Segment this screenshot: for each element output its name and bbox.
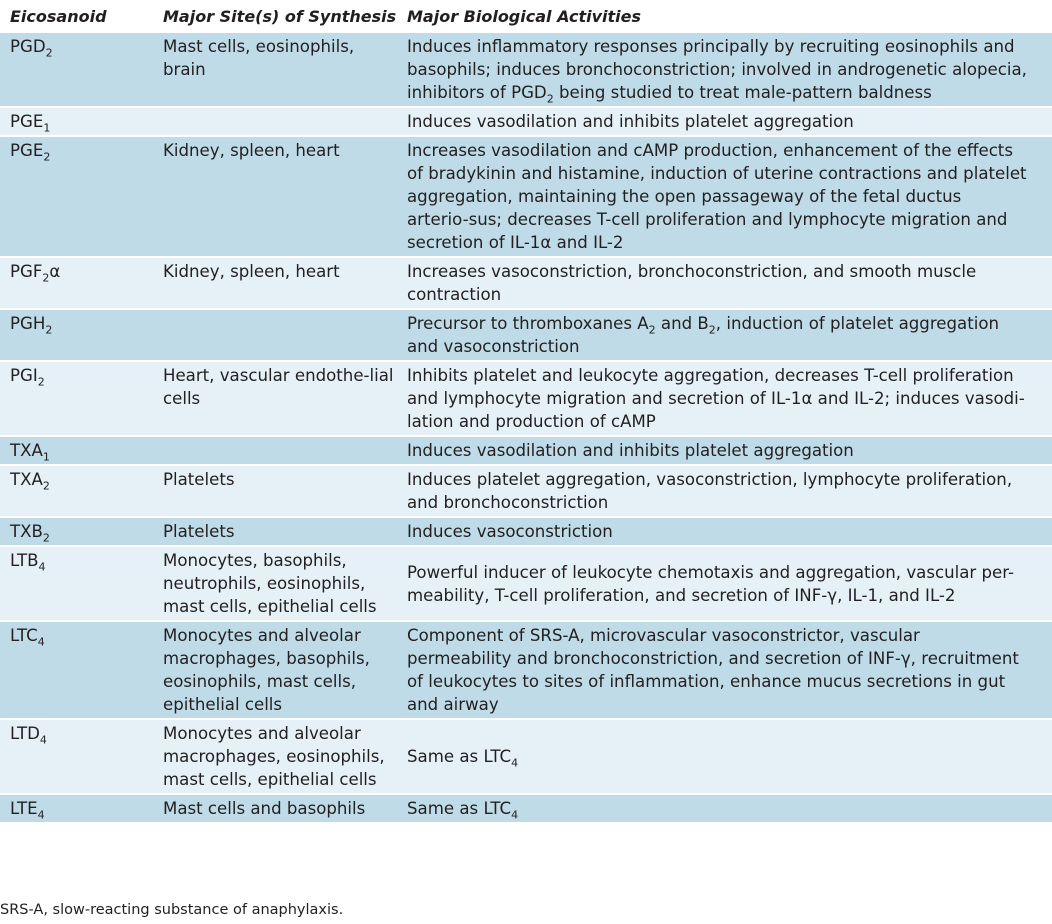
activity-cell: Induces vasoconstriction: [401, 517, 1052, 546]
table-row: [0, 517, 1052, 546]
table-row: [0, 794, 1052, 823]
activity-cell: Induces vasodilation and inhibits platelet aggregation: [401, 436, 1052, 465]
activity-cell: Powerful inducer of leukocyte chemotaxis and aggregation, vascular per-meability, T-cell proliferation, and secretion of INF-γ, IL-1, and IL-2: [401, 546, 1052, 621]
table-row: [0, 465, 1052, 517]
site-cell: [157, 309, 401, 361]
table-row: [0, 719, 1052, 794]
table-row: [0, 546, 1052, 621]
eicosanoid-cell: $PGD_2$: [0, 33, 157, 107]
eicosanoid-cell: $TXA_2$: [0, 465, 157, 517]
header-site: Major Site(s) of Synthesis: [157, 0, 401, 33]
activity-cell: Increases vasoconstriction, bronchoconstriction, and smooth muscle contraction: [401, 257, 1052, 309]
eicosanoid-cell: $PGE_2$: [0, 136, 157, 257]
activity-cell: Same as $LTC_4$: [401, 719, 1052, 794]
activity-cell: Inhibits platelet and leukocyte aggregation, decreases T-cell proliferation and lymphocyte migration and secretion of IL-1α and IL-2; induces vasodi-lation and production of cAMP: [401, 361, 1052, 436]
site-cell: Platelets: [157, 465, 401, 517]
eicosanoid-cell: $PGE_1$: [0, 107, 157, 136]
table-row: [0, 309, 1052, 361]
activity-cell: Component of SRS-A, microvascular vasoconstrictor, vascular permeability and bronchoconstriction, and secretion of INF-γ, recruitment of leukocytes to sites of inflammation, enhance mucus secretions in gut and airway: [401, 621, 1052, 719]
activity-cell: Precursor to thromboxanes $A_2$ and $B_2$, induction of platelet aggregation and vasoconstriction: [401, 309, 1052, 361]
header-activity: Major Biological Activities: [401, 0, 1052, 33]
site-cell: Monocytes and alveolar macrophages, basophils, eosinophils, mast cells, epithelial cells: [157, 621, 401, 719]
site-cell: Monocytes and alveolar macrophages, eosinophils, mast cells, epithelial cells: [157, 719, 401, 794]
eicosanoid-cell: $TXB_2$: [0, 517, 157, 546]
table-row: [0, 136, 1052, 257]
activity-cell: Induces inflammatory responses principally by recruiting eosinophils and basophils; induces bronchoconstriction; involved in androgenetic alopecia, inhibitors of $PGD_2$ being studied to treat male-pattern baldness: [401, 33, 1052, 107]
activity-cell: Increases vasodilation and cAMP production, enhancement of the effects of bradykinin and histamine, induction of uterine contractions and platelet aggregation, maintaining the open passageway of the fetal ductus arterio-sus; decreases T-cell proliferation and lymphocyte migration and secretion of IL-1α and IL-2: [401, 136, 1052, 257]
eicosanoid-cell: $LTD_4$: [0, 719, 157, 794]
site-cell: Monocytes, basophils, neutrophils, eosinophils, mast cells, epithelial cells: [157, 546, 401, 621]
eicosanoid-cell: $PGF_2\alpha$: [0, 257, 157, 309]
eicosanoid-cell: $LTB_4$: [0, 546, 157, 621]
table-header-row: [0, 0, 1052, 33]
site-cell: [157, 107, 401, 136]
site-cell: [157, 436, 401, 465]
table-row: [0, 621, 1052, 719]
eicosanoid-cell: $PGI_2$: [0, 361, 157, 436]
site-cell: Mast cells and basophils: [157, 794, 401, 823]
footnote: SRS-A, slow-reacting substance of anaphylaxis.: [0, 902, 344, 918]
eicosanoid-cell: $PGH_2$: [0, 309, 157, 361]
site-cell: Heart, vascular endothe-lial cells: [157, 361, 401, 436]
table-row: [0, 436, 1052, 465]
site-cell: Kidney, spleen, heart: [157, 257, 401, 309]
table-row: [0, 361, 1052, 436]
table-row: [0, 257, 1052, 309]
activity-cell: Induces platelet aggregation, vasoconstriction, lymphocyte proliferation, and bronchoconstriction: [401, 465, 1052, 517]
site-cell: Kidney, spleen, heart: [157, 136, 401, 257]
eicosanoid-cell: $LTC_4$: [0, 621, 157, 719]
site-cell: Mast cells, eosinophils, brain: [157, 33, 401, 107]
activity-cell: Same as $LTC_4$: [401, 794, 1052, 823]
eicosanoid-cell: $LTE_4$: [0, 794, 157, 823]
table-row: [0, 33, 1052, 107]
table-row: [0, 107, 1052, 136]
eicosanoid-cell: $TXA_1$: [0, 436, 157, 465]
activity-cell: Induces vasodilation and inhibits platelet aggregation: [401, 107, 1052, 136]
header-eicosanoid: Eicosanoid: [0, 0, 157, 33]
site-cell: Platelets: [157, 517, 401, 546]
